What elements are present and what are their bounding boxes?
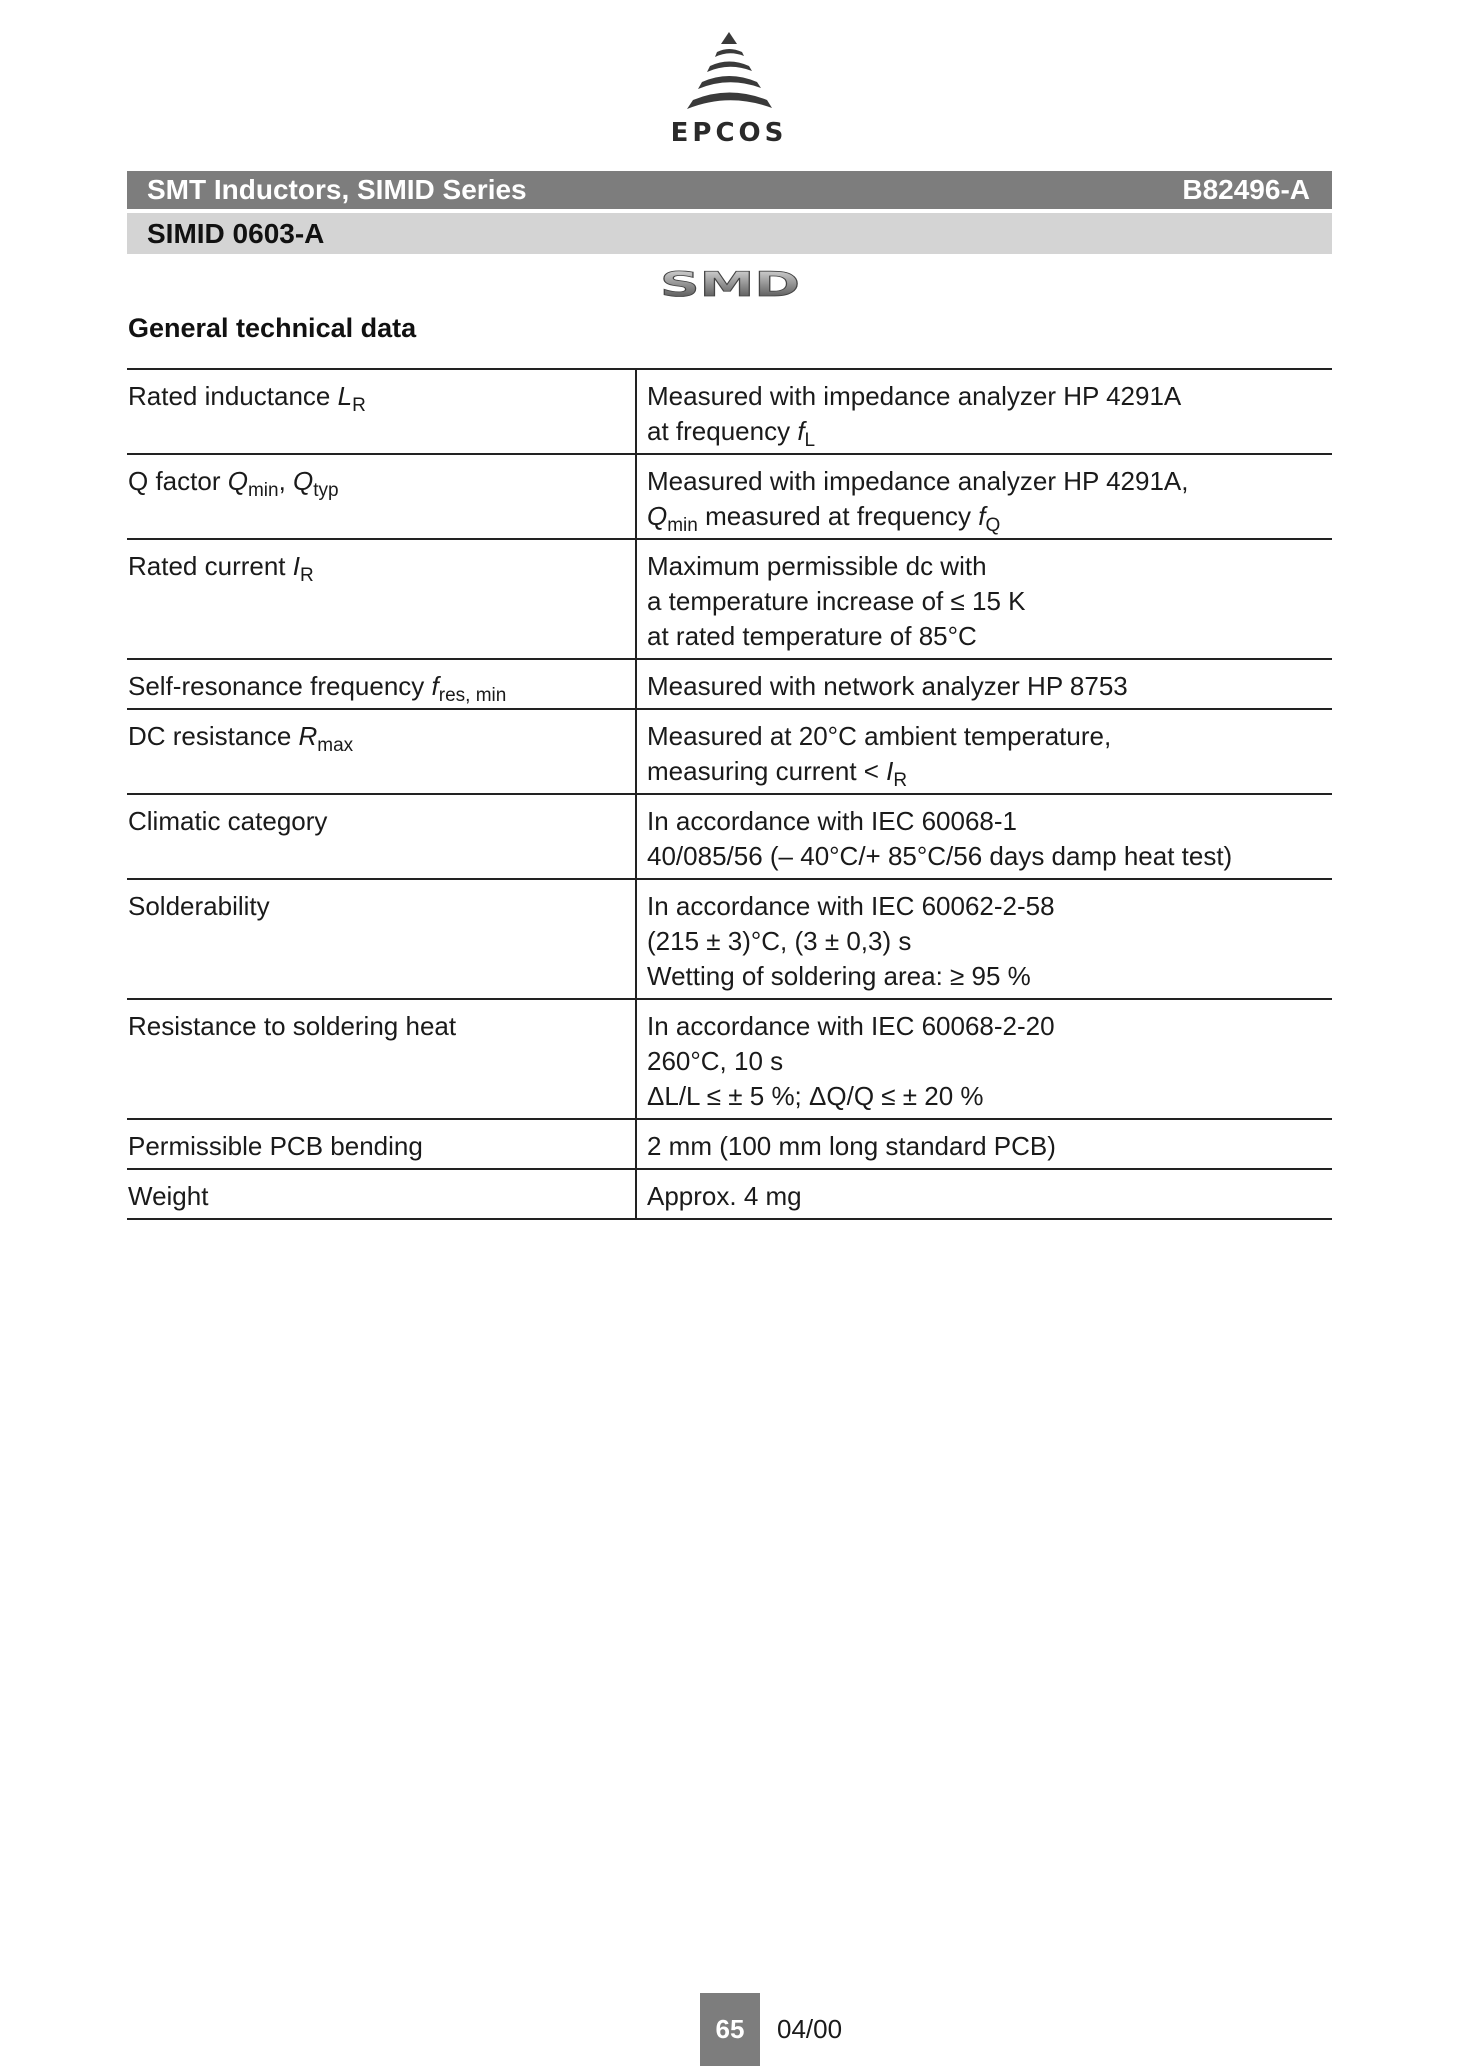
epcos-triangle-icon xyxy=(679,30,779,114)
parameter-label xyxy=(128,719,635,754)
parameter-cell xyxy=(127,369,636,454)
text: Wetting of soldering area: ≥ 95 % xyxy=(647,961,1031,991)
text: Rated current xyxy=(128,551,293,581)
description-cell xyxy=(636,999,1332,1119)
text: In accordance with IEC 60068-2-20 xyxy=(647,1011,1055,1041)
text: Measured with impedance analyzer HP 4291A xyxy=(647,381,1182,411)
description-cell xyxy=(636,794,1332,879)
description-line xyxy=(647,379,1332,414)
description-line xyxy=(647,619,1332,654)
page-number: 65 xyxy=(700,1993,760,2066)
symbol: L xyxy=(337,381,353,411)
symbol: I xyxy=(292,551,300,581)
description-line xyxy=(647,1179,1332,1214)
parameter-label xyxy=(128,464,635,499)
text: , xyxy=(278,466,294,496)
parameter-label xyxy=(128,549,635,584)
description-line xyxy=(647,889,1332,924)
parameter-label xyxy=(128,889,635,924)
parameter-label xyxy=(128,669,635,704)
table-row xyxy=(127,1169,1332,1219)
subscript: typ xyxy=(313,480,339,501)
parameter-cell xyxy=(127,1119,636,1169)
description-line xyxy=(647,924,1332,959)
text: (215 ± 3)°C, (3 ± 0,3) s xyxy=(647,926,912,956)
subscript: R xyxy=(893,770,908,791)
text: ΔL/L ≤ ± 5 %; ΔQ/Q ≤ ± 20 % xyxy=(647,1081,984,1111)
parameter-cell xyxy=(127,539,636,659)
section-title: General technical data xyxy=(128,313,417,343)
subscript: max xyxy=(317,735,354,756)
text: Q factor xyxy=(128,466,228,496)
text: In accordance with IEC 60062-2-58 xyxy=(647,891,1055,921)
table-row xyxy=(127,454,1332,539)
text: Maximum permissible dc with xyxy=(647,551,987,581)
description-line xyxy=(647,584,1332,619)
parameter-label xyxy=(128,379,635,414)
text: Self-resonance frequency xyxy=(128,671,432,701)
epcos-logo xyxy=(0,30,1458,148)
symbol: Q xyxy=(227,466,248,496)
text: Resistance to soldering heat xyxy=(128,1011,457,1041)
subscript: min xyxy=(247,480,279,501)
table-row xyxy=(127,1119,1332,1169)
header-bar xyxy=(127,171,1332,209)
page-footer xyxy=(700,1993,842,2066)
text: measuring current < xyxy=(647,756,887,786)
parameter-cell xyxy=(127,659,636,709)
subscript: Q xyxy=(985,515,1001,536)
description-line xyxy=(647,1009,1332,1044)
series-title: SMT Inductors, SIMID Series xyxy=(147,174,527,205)
text: Measured with network analyzer HP 8753 xyxy=(647,671,1128,701)
description-line xyxy=(647,1129,1332,1164)
parameter-cell xyxy=(127,794,636,879)
subheader-bar xyxy=(127,213,1332,254)
parameter-cell xyxy=(127,1169,636,1219)
table-row xyxy=(127,369,1332,454)
description-cell xyxy=(636,879,1332,999)
description-cell xyxy=(636,1169,1332,1219)
parameter-label xyxy=(128,1129,635,1164)
part-code: B82496-A xyxy=(1182,174,1310,205)
description-line xyxy=(647,839,1332,874)
subscript: res, min xyxy=(438,685,507,706)
text: Measured with impedance analyzer HP 4291A, xyxy=(647,466,1189,496)
text: 260°C, 10 s xyxy=(647,1046,784,1076)
text: measured at frequency xyxy=(697,501,979,531)
smd-badge xyxy=(656,268,804,305)
text: a temperature increase of ≤ 15 K xyxy=(647,586,1026,616)
description-line xyxy=(647,669,1332,704)
description-cell xyxy=(636,659,1332,709)
parameter-cell xyxy=(127,999,636,1119)
description-line xyxy=(647,804,1332,839)
description-cell xyxy=(636,709,1332,794)
technical-data-table xyxy=(127,368,1332,1220)
subscript: R xyxy=(352,395,366,416)
symbol: Q xyxy=(647,501,668,531)
table-row xyxy=(127,659,1332,709)
description-line xyxy=(647,754,1332,789)
smd-badge-text: SMD xyxy=(660,268,800,300)
logo-text: EPCOS xyxy=(670,118,788,148)
symbol: f xyxy=(797,416,805,446)
description-cell xyxy=(636,369,1332,454)
text: Weight xyxy=(128,1181,209,1211)
text: at rated temperature of 85°C xyxy=(647,621,977,651)
product-title: SIMID 0603-A xyxy=(147,217,325,249)
symbol: R xyxy=(298,721,318,751)
description-line xyxy=(647,414,1332,449)
text: 2 mm (100 mm long standard PCB) xyxy=(647,1131,1056,1161)
table-row xyxy=(127,999,1332,1119)
text: Solderability xyxy=(128,891,270,921)
subscript: min xyxy=(667,515,698,536)
symbol: Q xyxy=(293,466,314,496)
symbol: f xyxy=(978,501,986,531)
table-row xyxy=(127,879,1332,999)
description-line xyxy=(647,1044,1332,1079)
description-line xyxy=(647,959,1332,994)
issue-date: 04/00 xyxy=(777,2014,843,2044)
smd-badge-graphic xyxy=(656,268,804,300)
parameter-label xyxy=(128,804,635,839)
text: Climatic category xyxy=(128,806,328,836)
table-row xyxy=(127,709,1332,794)
description-cell xyxy=(636,1119,1332,1169)
description-line xyxy=(647,499,1332,534)
description-line xyxy=(647,549,1332,584)
parameter-label xyxy=(128,1179,635,1214)
description-line xyxy=(647,464,1332,499)
parameter-cell xyxy=(127,709,636,794)
text: Permissible PCB bending xyxy=(128,1131,423,1161)
symbol: I xyxy=(886,756,894,786)
description-cell xyxy=(636,454,1332,539)
description-line xyxy=(647,1079,1332,1114)
table-row xyxy=(127,539,1332,659)
parameter-label xyxy=(128,1009,635,1044)
description-cell xyxy=(636,539,1332,659)
text: Measured at 20°C ambient temperature, xyxy=(647,721,1112,751)
text: Rated inductance xyxy=(128,381,338,411)
symbol: f xyxy=(431,671,439,701)
text: at frequency xyxy=(647,416,798,446)
subscript: R xyxy=(299,565,314,586)
text: In accordance with IEC 60068-1 xyxy=(647,806,1017,836)
parameter-cell xyxy=(127,879,636,999)
text: DC resistance xyxy=(128,721,299,751)
description-line xyxy=(647,719,1332,754)
parameter-cell xyxy=(127,454,636,539)
text: Approx. 4 mg xyxy=(647,1181,802,1211)
table-row xyxy=(127,794,1332,879)
subscript: L xyxy=(804,430,816,451)
text: 40/085/56 (– 40°C/+ 85°C/56 days damp heat test) xyxy=(647,841,1233,871)
